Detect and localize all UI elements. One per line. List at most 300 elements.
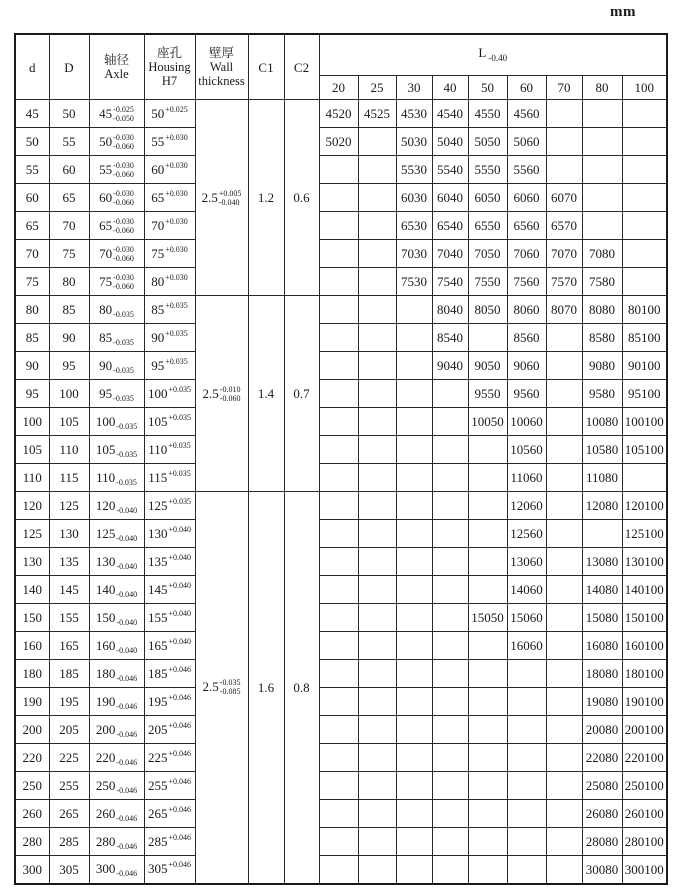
- cell-L-30: 6530: [396, 212, 432, 240]
- cell-L-60: [507, 828, 546, 856]
- cell-axle: [89, 184, 144, 212]
- cell-wall-thickness: [195, 100, 248, 296]
- cell-L-20: [319, 604, 358, 632]
- cell-D: 55: [49, 128, 89, 156]
- cell-housing: [144, 520, 195, 548]
- cell-housing: [144, 352, 195, 380]
- cell-L-100: 95100: [622, 380, 667, 408]
- cell-axle: [89, 128, 144, 156]
- cell-L-20: [319, 492, 358, 520]
- cell-d: 280: [15, 828, 49, 856]
- cell-housing-lower-tolerance: [168, 786, 191, 795]
- cell-L-80: [582, 128, 622, 156]
- cell-housing-lower-tolerance: [165, 338, 188, 347]
- table-row: [15, 828, 667, 856]
- cell-L-80: 25080: [582, 772, 622, 800]
- table-row: [15, 128, 667, 156]
- cell-L-25: [358, 800, 396, 828]
- cell-d: 250: [15, 772, 49, 800]
- table-row: [15, 688, 667, 716]
- cell-L-60: [507, 660, 546, 688]
- header-housing: [144, 34, 195, 100]
- cell-axle-upper-tolerance: [116, 637, 137, 646]
- table-row: [15, 716, 667, 744]
- cell-axle: [89, 212, 144, 240]
- cell-L-25: [358, 772, 396, 800]
- cell-axle: [89, 660, 144, 688]
- cell-d: 50: [15, 128, 49, 156]
- cell-L-30: 7030: [396, 240, 432, 268]
- cell-L-25: [358, 156, 396, 184]
- cell-L-25: [358, 604, 396, 632]
- cell-housing-value: 155: [147, 609, 168, 625]
- cell-L-40: [432, 380, 468, 408]
- cell-L-30: [396, 688, 432, 716]
- cell-D: 90: [49, 324, 89, 352]
- cell-housing: [144, 212, 195, 240]
- cell-L-40: 7040: [432, 240, 468, 268]
- cell-axle-value: 85: [99, 329, 113, 345]
- cell-housing: [144, 548, 195, 576]
- cell-axle-lower-tolerance: -0.060: [113, 253, 134, 263]
- cell-axle-lower-tolerance: -0.040: [116, 561, 138, 571]
- header-wall-thickness: [195, 34, 248, 100]
- cell-axle-value: 200: [95, 721, 116, 737]
- cell-L-100: 90100: [622, 352, 667, 380]
- cell-housing: [144, 576, 195, 604]
- header-axle-zh: 轴径: [103, 53, 129, 67]
- cell-axle-lower-tolerance: -0.035: [116, 477, 137, 487]
- cell-housing-lower-tolerance: [168, 758, 191, 767]
- table-row: [15, 184, 667, 212]
- cell-axle-lower-tolerance: -0.060: [113, 197, 134, 207]
- header-D: D: [49, 34, 89, 100]
- cell-L-25: 4525: [358, 100, 396, 128]
- cell-L-80: 18080: [582, 660, 622, 688]
- cell-axle: [89, 408, 144, 436]
- cell-housing-upper-tolerance: +0.040: [168, 608, 191, 618]
- cell-L-40: 6040: [432, 184, 468, 212]
- cell-wall-thickness-value: 2.5: [202, 385, 219, 401]
- cell-housing-lower-tolerance: [168, 562, 191, 571]
- table-row: [15, 548, 667, 576]
- cell-axle-lower-tolerance: -0.040: [116, 617, 138, 627]
- cell-L-20: [319, 828, 358, 856]
- cell-housing: [144, 492, 195, 520]
- cell-L-50: [468, 576, 507, 604]
- cell-L-60: 5060: [507, 128, 546, 156]
- cell-housing-lower-tolerance: [168, 730, 191, 739]
- cell-housing-lower-tolerance: [168, 702, 191, 711]
- header-L-80: 80: [582, 76, 622, 100]
- cell-L-70: [546, 464, 582, 492]
- cell-D: 95: [49, 352, 89, 380]
- cell-L-80: [582, 156, 622, 184]
- cell-axle-value: 100: [95, 413, 116, 429]
- cell-d: 110: [15, 464, 49, 492]
- cell-L-60: [507, 856, 546, 884]
- cell-axle: [89, 716, 144, 744]
- cell-housing-lower-tolerance: [168, 814, 191, 823]
- header-housing-en: Housing: [148, 60, 191, 74]
- cell-axle-upper-tolerance: [113, 385, 134, 394]
- cell-L-30: [396, 716, 432, 744]
- header-L-tolerance: -0.40: [488, 52, 508, 63]
- cell-housing-upper-tolerance: +0.035: [168, 496, 191, 506]
- cell-L-20: 4520: [319, 100, 358, 128]
- cell-D: 255: [49, 772, 89, 800]
- cell-L-60: 10060: [507, 408, 546, 436]
- cell-L-25: [358, 324, 396, 352]
- cell-axle-value: 300: [95, 861, 116, 877]
- cell-housing-lower-tolerance: [168, 506, 191, 515]
- cell-axle-upper-tolerance: [116, 665, 137, 674]
- cell-L-80: 19080: [582, 688, 622, 716]
- cell-L-40: [432, 548, 468, 576]
- cell-L-100: 200100: [622, 716, 667, 744]
- cell-axle-value: 130: [95, 553, 116, 569]
- cell-D: 85: [49, 296, 89, 324]
- cell-axle-value: 260: [95, 805, 116, 821]
- cell-L-30: [396, 408, 432, 436]
- table-row: [15, 464, 667, 492]
- cell-d: 105: [15, 436, 49, 464]
- cell-d: 65: [15, 212, 49, 240]
- cell-L-60: 13060: [507, 548, 546, 576]
- header-axle: [89, 34, 144, 100]
- table-row: [15, 660, 667, 688]
- cell-D: 110: [49, 436, 89, 464]
- cell-axle-upper-tolerance: [116, 721, 137, 730]
- cell-D: 105: [49, 408, 89, 436]
- cell-axle-lower-tolerance: -0.040: [116, 645, 138, 655]
- cell-axle-upper-tolerance: [116, 497, 137, 506]
- cell-L-70: [546, 352, 582, 380]
- cell-D: 50: [49, 100, 89, 128]
- cell-axle-value: 95: [99, 385, 113, 401]
- table-row: [15, 632, 667, 660]
- table-header: [15, 34, 667, 100]
- cell-L-60: 16060: [507, 632, 546, 660]
- cell-L-100: [622, 240, 667, 268]
- cell-axle: [89, 744, 144, 772]
- cell-axle-upper-tolerance: [116, 525, 137, 534]
- cell-L-70: [546, 128, 582, 156]
- cell-L-50: [468, 520, 507, 548]
- cell-housing: [144, 380, 195, 408]
- header-housing-zh: 座孔: [156, 46, 182, 60]
- cell-L-80: 30080: [582, 856, 622, 884]
- cell-housing: [144, 800, 195, 828]
- cell-L-70: 7070: [546, 240, 582, 268]
- cell-axle-upper-tolerance: [116, 413, 137, 422]
- cell-L-70: 6570: [546, 212, 582, 240]
- cell-L-60: 7560: [507, 268, 546, 296]
- cell-axle-upper-tolerance: -0.030: [113, 244, 134, 254]
- cell-L-40: 7540: [432, 268, 468, 296]
- cell-housing-upper-tolerance: +0.046: [168, 832, 191, 842]
- cell-housing-lower-tolerance: [165, 366, 188, 375]
- cell-wall-thickness-lower-tolerance: -0.040: [218, 197, 240, 207]
- cell-L-30: 4530: [396, 100, 432, 128]
- cell-axle-value: 280: [95, 833, 116, 849]
- cell-housing-value: 75: [151, 245, 165, 261]
- table-row: [15, 492, 667, 520]
- cell-L-20: [319, 660, 358, 688]
- cell-housing-value: 65: [151, 189, 165, 205]
- cell-axle-upper-tolerance: [116, 749, 137, 758]
- cell-D: 75: [49, 240, 89, 268]
- cell-housing-upper-tolerance: +0.035: [168, 412, 191, 422]
- cell-axle: [89, 324, 144, 352]
- cell-L-80: [582, 100, 622, 128]
- cell-axle-value: 180: [95, 665, 116, 681]
- cell-d: 160: [15, 632, 49, 660]
- header-wall-en2: thickness: [198, 74, 245, 88]
- cell-L-20: [319, 772, 358, 800]
- cell-D: 145: [49, 576, 89, 604]
- header-L-100: 100: [622, 76, 667, 100]
- cell-L-70: [546, 716, 582, 744]
- cell-housing-lower-tolerance: [168, 618, 191, 627]
- cell-housing-lower-tolerance: [168, 534, 191, 543]
- cell-axle-lower-tolerance: -0.046: [116, 729, 138, 739]
- header-c1: C1: [248, 34, 284, 100]
- cell-d: 75: [15, 268, 49, 296]
- cell-c2: 0.7: [284, 296, 319, 492]
- cell-L-50: [468, 660, 507, 688]
- cell-housing-lower-tolerance: [165, 198, 188, 207]
- cell-axle-value: 110: [96, 469, 116, 485]
- cell-L-100: 220100: [622, 744, 667, 772]
- cell-housing: [144, 464, 195, 492]
- header-L-25: 25: [358, 76, 396, 100]
- cell-L-30: [396, 464, 432, 492]
- cell-housing-lower-tolerance: [168, 450, 191, 459]
- cell-L-50: 5550: [468, 156, 507, 184]
- cell-L-80: 16080: [582, 632, 622, 660]
- cell-L-50: [468, 716, 507, 744]
- cell-housing-value: 105: [147, 413, 168, 429]
- cell-L-40: [432, 632, 468, 660]
- cell-housing: [144, 660, 195, 688]
- cell-axle-lower-tolerance: -0.060: [113, 141, 134, 151]
- cell-D: 80: [49, 268, 89, 296]
- cell-L-100: 150100: [622, 604, 667, 632]
- cell-housing: [144, 296, 195, 324]
- cell-L-100: 130100: [622, 548, 667, 576]
- cell-axle-value: 160: [95, 637, 116, 653]
- cell-housing-lower-tolerance: [168, 394, 191, 403]
- cell-housing-value: 255: [147, 777, 168, 793]
- cell-axle: [89, 240, 144, 268]
- cell-axle: [89, 632, 144, 660]
- cell-D: 225: [49, 744, 89, 772]
- cell-L-50: [468, 688, 507, 716]
- cell-axle-lower-tolerance: -0.046: [116, 869, 138, 879]
- cell-D: 205: [49, 716, 89, 744]
- cell-L-50: 4550: [468, 100, 507, 128]
- cell-c1: 1.6: [248, 492, 284, 884]
- table-row: [15, 324, 667, 352]
- cell-housing-lower-tolerance: [165, 226, 188, 235]
- cell-axle-value: 65: [99, 217, 113, 233]
- cell-housing: [144, 632, 195, 660]
- cell-L-40: [432, 436, 468, 464]
- cell-L-20: 5020: [319, 128, 358, 156]
- cell-d: 120: [15, 492, 49, 520]
- cell-L-100: [622, 212, 667, 240]
- cell-L-100: [622, 184, 667, 212]
- cell-axle-lower-tolerance: -0.035: [113, 337, 134, 347]
- cell-L-30: [396, 856, 432, 884]
- cell-L-25: [358, 660, 396, 688]
- cell-L-50: 6050: [468, 184, 507, 212]
- cell-d: 90: [15, 352, 49, 380]
- cell-L-100: 180100: [622, 660, 667, 688]
- table-row: [15, 856, 667, 884]
- cell-L-20: [319, 520, 358, 548]
- cell-L-80: 28080: [582, 828, 622, 856]
- cell-L-20: [319, 576, 358, 604]
- table-row: [15, 240, 667, 268]
- cell-axle-upper-tolerance: [116, 581, 137, 590]
- cell-d: 60: [15, 184, 49, 212]
- cell-L-100: 300100: [622, 856, 667, 884]
- cell-d: 130: [15, 548, 49, 576]
- cell-axle: [89, 828, 144, 856]
- cell-axle-value: 80: [99, 301, 113, 317]
- cell-axle: [89, 436, 144, 464]
- cell-axle-value: 70: [99, 245, 113, 261]
- cell-L-25: [358, 492, 396, 520]
- cell-housing-upper-tolerance: +0.046: [168, 860, 191, 870]
- header-axle-en: Axle: [104, 67, 129, 81]
- cell-L-60: 4560: [507, 100, 546, 128]
- cell-L-25: [358, 128, 396, 156]
- cell-L-70: [546, 548, 582, 576]
- cell-housing-upper-tolerance: +0.030: [165, 132, 188, 142]
- cell-axle-upper-tolerance: -0.030: [113, 160, 134, 170]
- cell-axle-lower-tolerance: -0.035: [113, 393, 134, 403]
- cell-housing-upper-tolerance: +0.030: [165, 244, 188, 254]
- cell-axle-upper-tolerance: [116, 469, 137, 478]
- header-wall-zh: 壁厚: [208, 46, 234, 60]
- cell-axle-lower-tolerance: -0.046: [116, 841, 138, 851]
- cell-L-25: [358, 352, 396, 380]
- table-row: [15, 268, 667, 296]
- cell-housing-lower-tolerance: [165, 254, 188, 263]
- cell-L-20: [319, 352, 358, 380]
- cell-d: 45: [15, 100, 49, 128]
- cell-L-30: 6030: [396, 184, 432, 212]
- cell-housing-value: 95: [151, 357, 165, 373]
- cell-housing-upper-tolerance: +0.040: [168, 580, 191, 590]
- cell-axle-lower-tolerance: -0.040: [116, 589, 138, 599]
- header-wall-en1: Wall: [209, 60, 234, 74]
- cell-housing-value: 165: [147, 637, 168, 653]
- cell-L-80: 12080: [582, 492, 622, 520]
- cell-L-100: 140100: [622, 576, 667, 604]
- cell-axle: [89, 856, 144, 884]
- cell-housing-value: 285: [147, 833, 168, 849]
- cell-axle-value: 105: [95, 441, 116, 457]
- cell-L-60: 14060: [507, 576, 546, 604]
- cell-axle-lower-tolerance: -0.040: [116, 533, 138, 543]
- header-c2: C2: [284, 34, 319, 100]
- cell-L-30: 7530: [396, 268, 432, 296]
- cell-housing-value: 115: [148, 469, 168, 485]
- cell-L-60: 8060: [507, 296, 546, 324]
- cell-L-70: [546, 100, 582, 128]
- cell-d: 125: [15, 520, 49, 548]
- cell-L-100: 80100: [622, 296, 667, 324]
- cell-L-80: 9580: [582, 380, 622, 408]
- cell-d: 100: [15, 408, 49, 436]
- cell-axle-value: 125: [95, 525, 116, 541]
- cell-housing-value: 85: [151, 301, 165, 317]
- table-row: [15, 436, 667, 464]
- cell-housing-value: 90: [151, 329, 165, 345]
- cell-L-30: [396, 324, 432, 352]
- cell-L-70: [546, 520, 582, 548]
- cell-L-30: [396, 744, 432, 772]
- cell-L-70: [546, 828, 582, 856]
- cell-L-100: [622, 268, 667, 296]
- cell-L-60: 6060: [507, 184, 546, 212]
- cell-D: 60: [49, 156, 89, 184]
- cell-L-30: [396, 828, 432, 856]
- cell-L-60: 7060: [507, 240, 546, 268]
- cell-L-50: 5050: [468, 128, 507, 156]
- cell-axle-upper-tolerance: [116, 860, 137, 869]
- cell-d: 220: [15, 744, 49, 772]
- cell-L-20: [319, 380, 358, 408]
- cell-L-60: 10560: [507, 436, 546, 464]
- cell-L-60: 11060: [507, 464, 546, 492]
- cell-L-80: 8580: [582, 324, 622, 352]
- cell-axle-value: 220: [95, 749, 116, 765]
- cell-wall-thickness-value: 2.5: [202, 679, 219, 695]
- table-row: [15, 212, 667, 240]
- cell-L-60: 5560: [507, 156, 546, 184]
- header-d: d: [15, 34, 49, 100]
- cell-L-80: 9080: [582, 352, 622, 380]
- cell-housing: [144, 128, 195, 156]
- cell-d: 70: [15, 240, 49, 268]
- cell-housing-upper-tolerance: +0.035: [165, 328, 188, 338]
- cell-d: 200: [15, 716, 49, 744]
- cell-L-60: [507, 772, 546, 800]
- cell-housing: [144, 408, 195, 436]
- cell-housing-upper-tolerance: +0.025: [165, 104, 188, 114]
- header-L-50: 50: [468, 76, 507, 100]
- cell-housing-upper-tolerance: +0.040: [168, 636, 191, 646]
- cell-housing-lower-tolerance: [168, 842, 191, 851]
- cell-housing: [144, 604, 195, 632]
- header-L-60: 60: [507, 76, 546, 100]
- cell-axle-upper-tolerance: -0.030: [113, 216, 134, 226]
- cell-housing-value: 125: [147, 497, 168, 513]
- cell-L-80: 7580: [582, 268, 622, 296]
- cell-L-20: [319, 408, 358, 436]
- cell-housing-upper-tolerance: +0.035: [165, 300, 188, 310]
- cell-L-25: [358, 436, 396, 464]
- cell-L-50: [468, 856, 507, 884]
- cell-L-80: 10080: [582, 408, 622, 436]
- cell-L-100: 100100: [622, 408, 667, 436]
- cell-axle-lower-tolerance: -0.040: [116, 505, 138, 515]
